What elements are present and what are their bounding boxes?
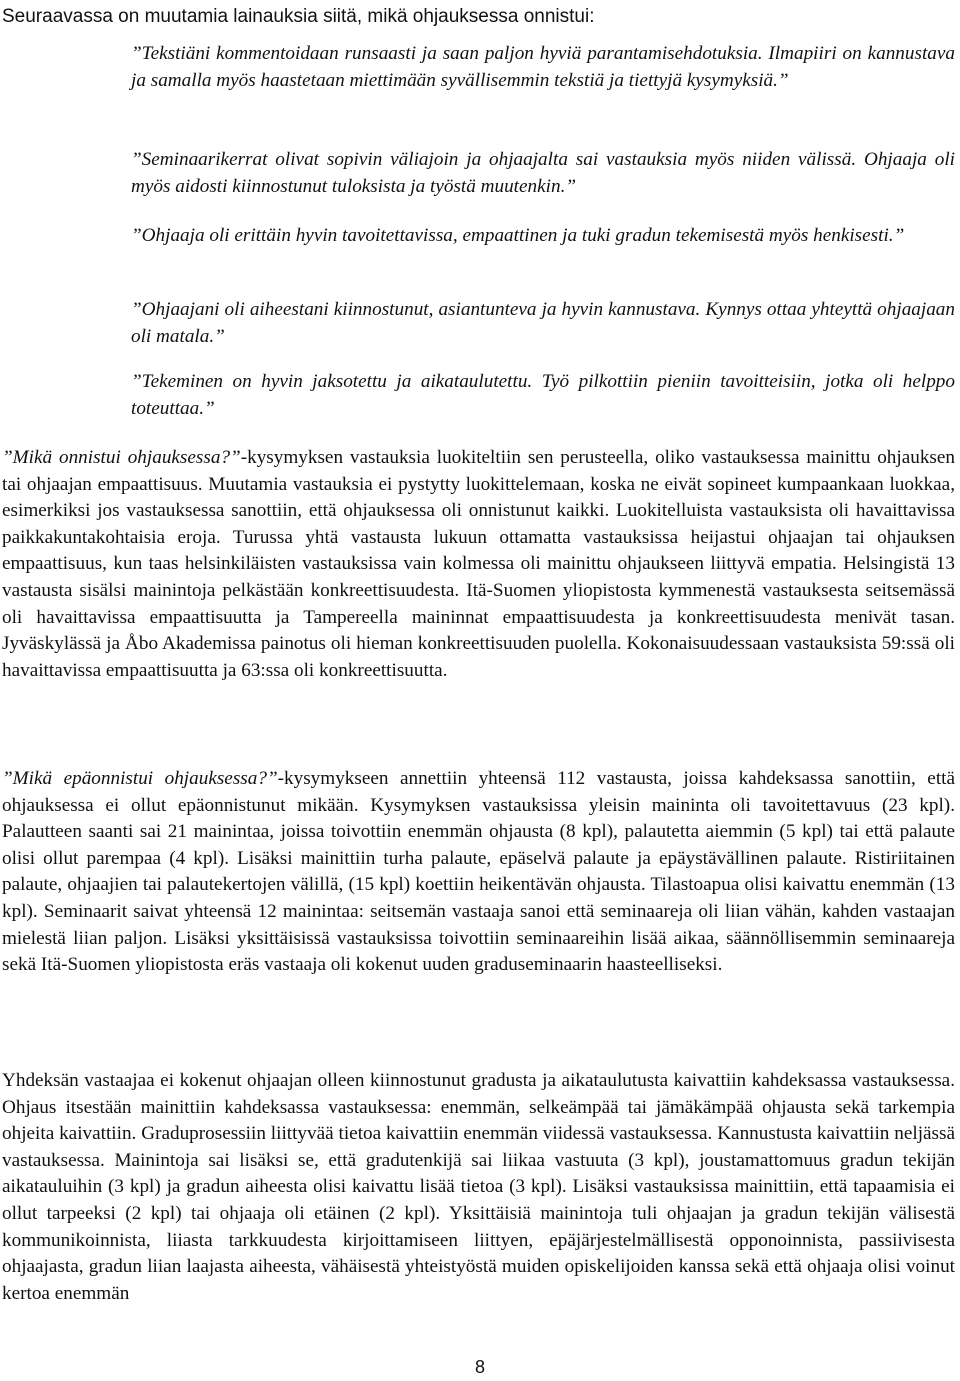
quote-3: ”Ohjaaja oli erittäin hyvin tavoitettavissa, empaattinen ja tuki gradun tekemisestä myös henkisesti.” <box>131 225 905 246</box>
question-success: ”Mikä onnistui ohjauksessa?” <box>2 447 241 468</box>
question-failure: ”Mikä epäonnistui ohjauksessa?” <box>2 768 278 789</box>
quote-1: ”Tekstiäni kommentoidaan runsaasti ja saan paljon hyviä parantamisehdotuksia. Ilmapiiri on kannustava ja samalla myös haastetaan miettimään syvällisemmin tekstiä ja tiettyjä kysymyksiä.” <box>131 43 955 91</box>
paragraph-failure <box>2 766 955 979</box>
quote-5: ”Tekeminen on hyvin jaksotettu ja aikataulutettu. Työ pilkottiin pieniin tavoitteisiin, jotka oli helppo toteuttaa.” <box>131 371 955 419</box>
paragraph-additional: Yhdeksän vastaajaa ei kokenut ohjaajan olleen kiinnostunut gradusta ja aikataulutusta kaivattiin kahdeksassa vastauksessa. Ohjaus itsestään mainittiin kahdeksassa vastauksessa: enemmän, selkeämpää tai jämäkämpää ohjausta sekä tarkempia ohjeita kaivattiin. Graduprosessiin liittyvää tietoa kaivattiin enemmän viidessä vastauksessa. Kannustusta kaivattiin neljässä vastauksessa. Mainintoja sai lisäksi se, että gradutenkijä sai liikaa vastuuta (3 kpl), joustamattomuus gradun tekijän aikatauluihin (3 kpl) ja gradun aiheesta olisi kaivattu lisää tietoa (3 kpl). Lisäksi vastauksissa mainittiin, että tapaamisia ei ollut tarpeeksi (2 kpl) tai ohjaaja oli etäinen (2 kpl). Yksittäisiä mainintoja tuli ohjaajan ja gradun tekijän välisestä kommunikoinnista, liiasta tarkkuudesta kirjoittamiseen liittyen, epäjärjestelmällisestä opponoinnista, passiivisesta ohjaajasta, gradun liian laajasta aiheesta, vähäisestä yhteistyöstä muiden opiskelijoiden kanssa sekä että ohjaaja olisi voinut kertoa enemmän <box>2 1070 955 1304</box>
quote-4: ”Ohjaajani oli aiheestani kiinnostunut, asiantunteva ja hyvin kannustava. Kynnys ottaa yhteyttä ohjaajaan oli matala.” <box>131 299 955 347</box>
paragraph-failure-text: -kysymykseen annettiin yhteensä 112 vastausta, joissa kahdeksassa sanottiin, että ohjauksessa ei ollut epäonnistunut mikään. Kysymyksen vastauksissa yleisin maininta oli tavoitettavuus (23 kpl). Palautteen saanti sai 21 mainintaa, joissa toivottiin enemmän ohjausta (8 kpl), palautetta aiemmin (5 kpl) tai että palaute olisi ollut parempaa (4 kpl). Lisäksi mainittiin turha palaute, epäselvä palaute ja epäystävällinen palaute. Ristiriitainen palaute, ohjaajien tai palautekertojen välillä, (15 kpl) koettiin heikentävän ohjausta. Tilastoapua olisi kaivattu enemmän (13 kpl). Seminaarit saivat yhteensä 12 mainintaa: seitsemän vastaaja sanoi että seminaareja oli liian vähän, kahden vastaajan mielestä liian paljon. Lisäksi yksittäisissä vastauksissa toivottiin seminaareihin lisää aikaa, säännöllisemmin seminaareja sekä Itä-Suomen yliopistosta eräs vastaaja oli kokenut uuden graduseminaarin haasteelliseksi. <box>2 768 955 976</box>
paragraph-success <box>2 445 955 684</box>
intro-text: Seuraavassa on muutamia lainauksia siitä, mikä ohjauksessa onnistui: <box>2 6 595 27</box>
page-number: 8 <box>474 1357 485 1377</box>
paragraph-success-text: -kysymyksen vastauksia luokiteltiin sen perusteella, oliko vastauksessa mainittu ohjauksen tai ohjaajan empaattisuus. Muutamia vastauksia ei pystytty luokittelemaan, koska ne eivät sopineet kumpaankaan luokkaa, esimerkiksi jos vastauksessa sanottiin, että ohjauksessa oli onnistunut kaikki. Luokitelluista vastauksista oli havaittavissa paikkakuntakohtaisia eroja. Turussa yhtä vastausta lukuun ottamatta vastauksissa heijastui ohjaajan tai ohjauksen empaattisuus, kun taas helsinkiläisten vastauksissa vain kolmessa oli mainittu ohjaukseen liittyvä empatia. Helsingistä 13 vastausta sisälsi mainintoja pelkästään konkreettisuudesta. Itä-Suomen yliopistosta kymmenestä vastauksesta seitsemässä oli havaittavissa empaattisuutta ja Tampereella maininnat empaattisuudesta ja konkreettisuudesta menivät tasan. Jyväskylässä ja Åbo Akademissa painotus oli hieman konkreettisuuden puolella. Kokonaisuudessaan vastauksista 59:ssä oli havaittavissa empaattisuutta ja 63:ssa oli konkreettisuutta. <box>2 447 955 681</box>
quote-2: ”Seminaarikerrat olivat sopivin väliajoin ja ohjaajalta sai vastauksia myös niiden välissä. Ohjaaja oli myös aidosti kiinnostunut tuloksista ja työstä muutenkin.” <box>131 149 955 197</box>
